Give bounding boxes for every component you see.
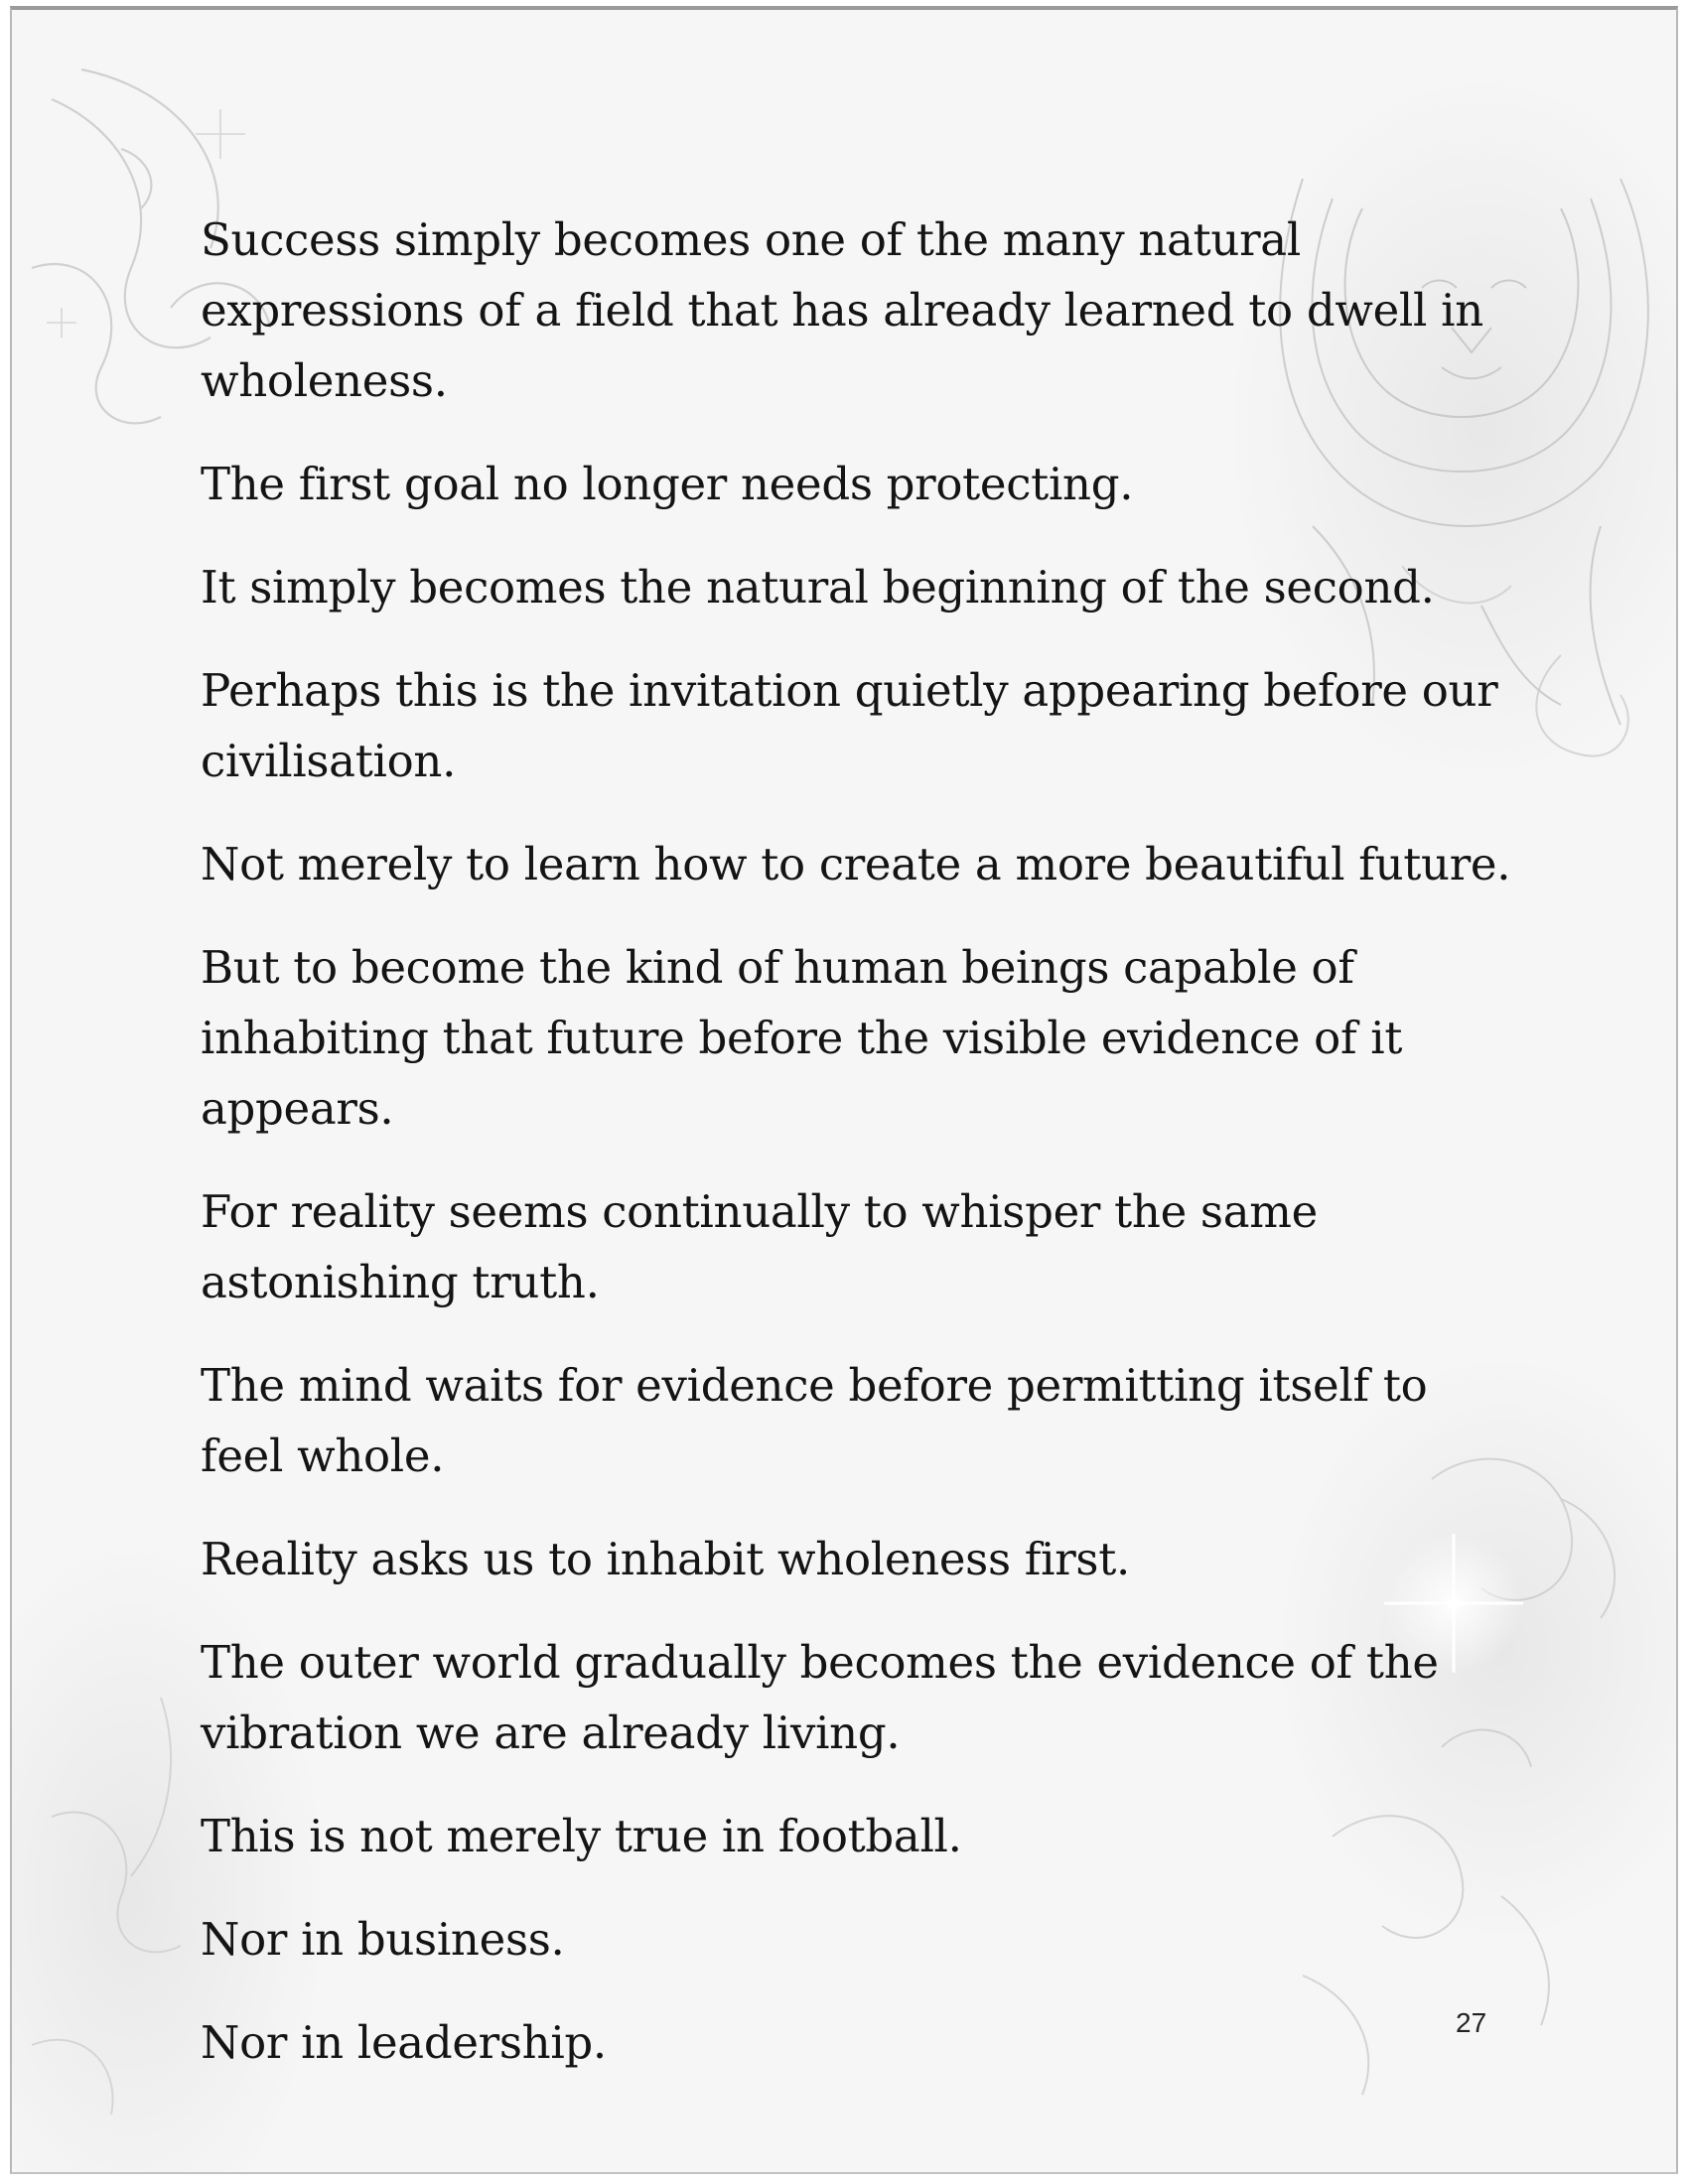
paragraph: This is not merely true in football. <box>201 1810 962 1862</box>
paragraph: Perhaps this is the invitation quietly appearing before our civilisation. <box>201 664 1498 787</box>
paragraph: The first goal no longer needs protecting. <box>201 458 1134 510</box>
paragraph: Nor in business. <box>201 1913 565 1966</box>
paragraph: Not merely to learn how to create a more beautiful future. <box>201 838 1511 890</box>
paragraph: Reality asks us to inhabit wholeness first. <box>201 1533 1131 1585</box>
body-text <box>201 205 1521 2111</box>
page-number: 27 <box>1456 2007 1487 2038</box>
paragraph: For reality seems continually to whisper the same astonishing truth. <box>201 1185 1318 1308</box>
paragraph: Nor in leadership. <box>201 2016 607 2069</box>
paragraph: The outer world gradually becomes the evidence of the vibration we are already living. <box>201 1636 1439 1759</box>
paragraph: Success simply becomes one of the many natural expressions of a field that has already learned to dwell in wholeness. <box>201 213 1483 407</box>
paragraph: The mind waits for evidence before permitting itself to feel whole. <box>201 1359 1428 1482</box>
paragraph: It simply becomes the natural beginning of the second. <box>201 561 1435 614</box>
document-page <box>10 6 1678 2174</box>
paragraph: But to become the kind of human beings capable of inhabiting that future before the visible evidence of it appears. <box>201 941 1403 1135</box>
